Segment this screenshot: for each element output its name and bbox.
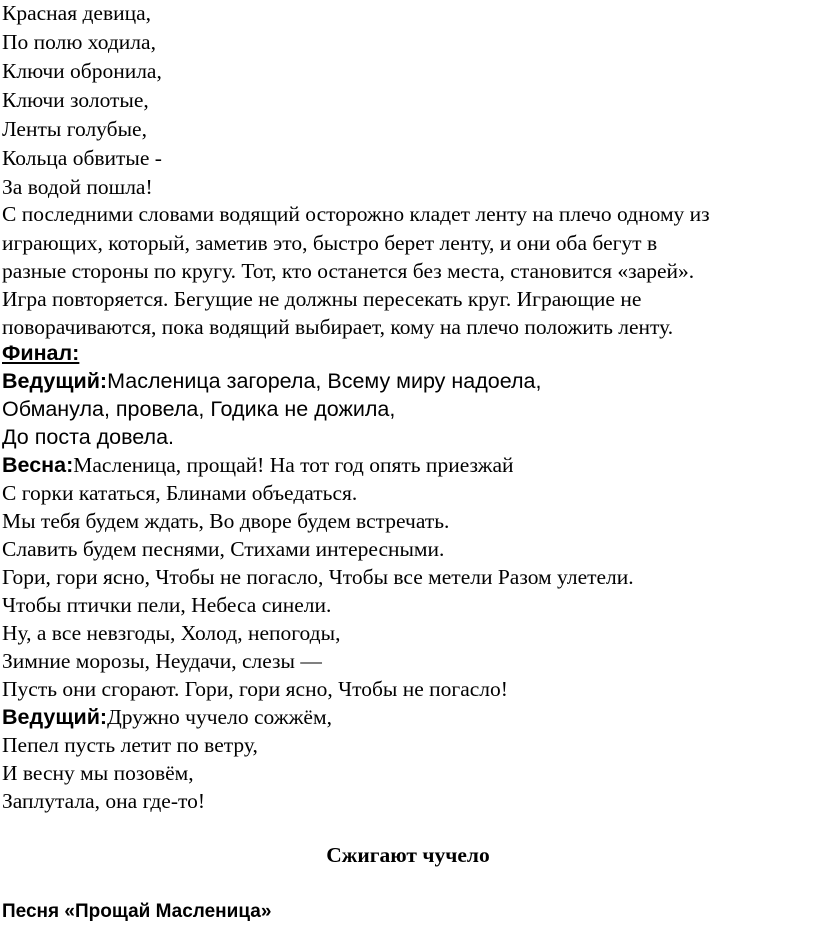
song-title: Песня «Прощай Масленица»	[2, 901, 272, 922]
host-speech-line: До поста довела.	[2, 425, 175, 449]
instruction-line: поворачиваются, пока водящий выбирает, кому на плечо положить ленту.	[2, 315, 674, 339]
speech-text: Масленица загорела, Всему миру надоела,	[107, 369, 542, 393]
speaker-label: Ведущий:	[2, 369, 108, 393]
spring-speech-line: Мы тебя будем ждать, Во дворе будем встречать.	[2, 509, 450, 533]
host-speech-line	[2, 704, 332, 731]
host-speech-line: Пепел пусть летит по ветру,	[2, 733, 258, 757]
poem-line: По полю ходила,	[2, 30, 156, 54]
poem-line: Ленты голубые,	[2, 117, 147, 141]
instruction-line: разные стороны по кругу. Тот, кто останется без места, становится «зарей».	[2, 259, 695, 283]
host-speech-line: Обманула, провела, Годика не дожила,	[2, 397, 396, 421]
burn-heading: Сжигают чучело	[326, 843, 490, 867]
spring-speech-line: Славить будем песнями, Стихами интересными.	[2, 537, 445, 561]
speech-text: Дружно чучело сожжём,	[107, 705, 332, 729]
spring-speech-line: Пусть они сгорают. Гори, гори ясно, Чтобы не погасло!	[2, 677, 508, 701]
poem-line: Ключи обронила,	[2, 59, 162, 83]
host-speech-line: И весну мы позовём,	[2, 761, 194, 785]
instruction-line: играющих, который, заметив это, быстро берет ленту, и они оба бегут в	[2, 231, 658, 255]
instruction-line: Игра повторяется. Бегущие не должны пересекать круг. Играющие не	[2, 287, 642, 311]
speaker-label: Весна:	[2, 453, 74, 477]
spring-speech-line: С горки кататься, Блинами объедаться.	[2, 481, 358, 505]
host-speech-line	[2, 368, 541, 395]
final-heading: Финал:	[2, 341, 80, 365]
poem-line: Кольца обвитые -	[2, 146, 162, 170]
instruction-line: С последними словами водящий осторожно кладет ленту на плечо одному из	[2, 202, 710, 226]
spring-speech-line: Зимние морозы, Неудачи, слезы —	[2, 649, 322, 673]
spring-speech-line: Чтобы птички пели, Небеса синели.	[2, 593, 332, 617]
speech-text: Масленица, прощай! На тот год опять приезжай	[73, 453, 514, 477]
poem-line: Красная девица,	[2, 1, 152, 25]
speaker-label: Ведущий:	[2, 705, 108, 729]
poem-line: За водой пошла!	[2, 175, 153, 199]
spring-speech-line: Ну, а все невзгоды, Холод, непогоды,	[2, 621, 341, 645]
spring-speech-line	[2, 452, 514, 479]
spring-speech-line: Гори, гори ясно, Чтобы не погасло, Чтобы все метели Разом улетели.	[2, 565, 634, 589]
host-speech-line: Заплутала, она где-то!	[2, 789, 206, 813]
poem-line: Ключи золотые,	[2, 88, 149, 112]
